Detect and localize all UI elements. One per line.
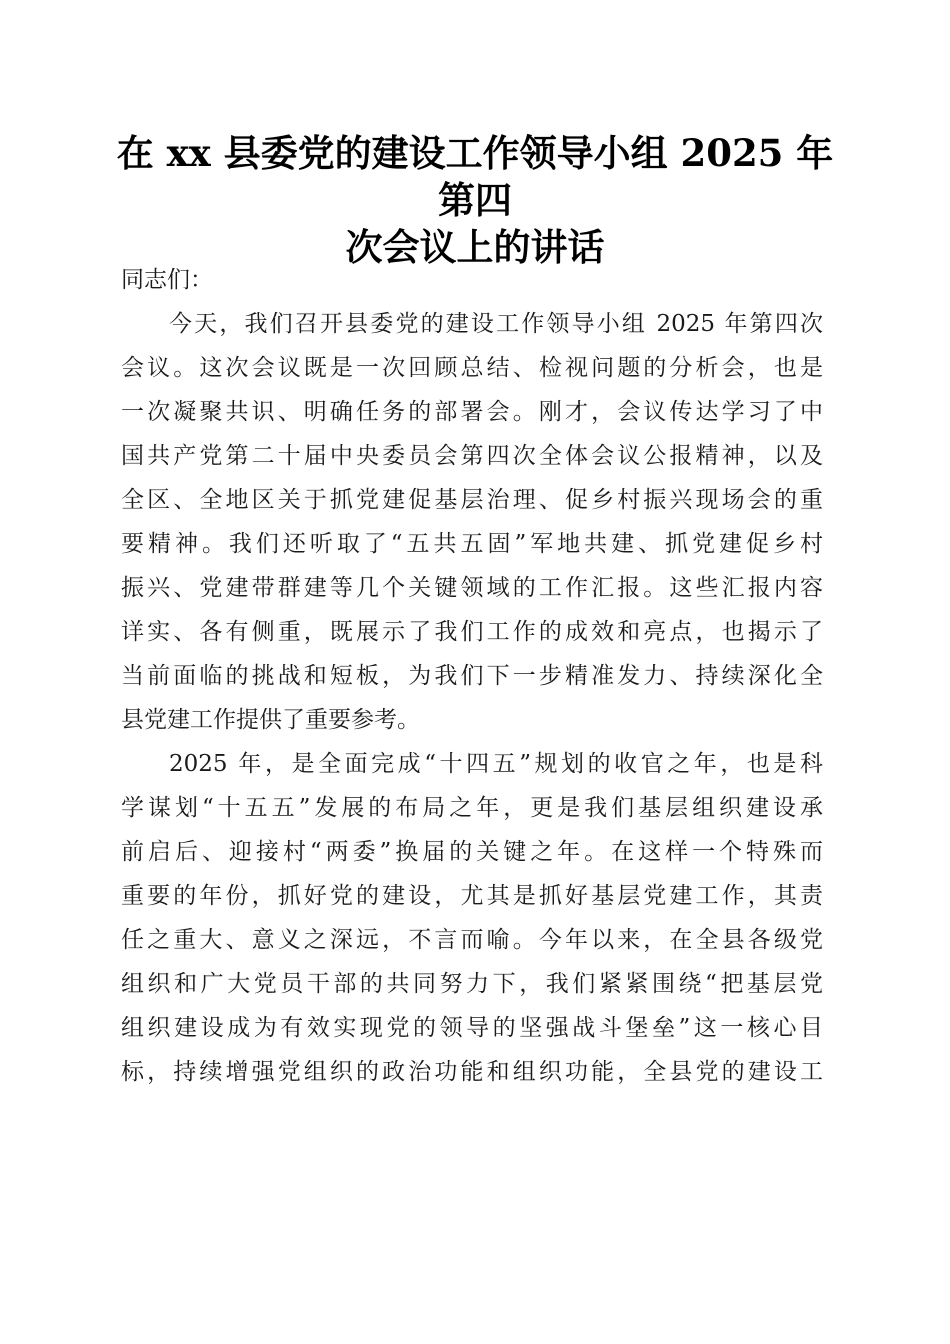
paragraph-line: 学谋划“十五五”发展的布局之年，更是我们基层组织建设承 (121, 795, 823, 821)
paragraph-line: 前启后、迎接村“两委”换届的关键之年。在这样一个特殊而 (121, 839, 823, 865)
paragraph-line: 全区、全地区关于抓党建促基层治理、促乡村振兴现场会的重 (121, 487, 823, 513)
document-body (121, 258, 823, 1094)
paragraph-line: 要精神。我们还听取了“五共五固”军地共建、抓党建促乡村 (121, 531, 823, 557)
paragraph-2 (121, 742, 823, 1094)
paragraph-1 (121, 302, 823, 742)
paragraph-line: 详实、各有侧重，既展示了我们工作的成效和亮点，也揭示了 (121, 619, 823, 645)
paragraph-line: 组织建设成为有效实现党的领导的坚强战斗堡垒”这一核心目 (121, 1015, 823, 1041)
paragraph-line: 任之重大、意义之深远，不言而喻。今年以来，在全县各级党 (121, 927, 823, 953)
title-line-2: 次会议上的讲话 (345, 225, 605, 269)
title-line-1: 在 xx 县委党的建设工作领导小组 2025 年第四 (116, 131, 834, 222)
paragraph-line: 重要的年份，抓好党的建设，尤其是抓好基层党建工作，其责 (121, 883, 823, 909)
paragraph-line: 会议。这次会议既是一次回顾总结、检视问题的分析会，也是 (121, 355, 823, 381)
paragraph-line: 当前面临的挑战和短板，为我们下一步精准发力、持续深化全 (121, 663, 823, 689)
paragraph-line: 今天，我们召开县委党的建设工作领导小组 2025 年第四次 (169, 311, 823, 337)
paragraph-line: 振兴、党建带群建等几个关键领域的工作汇报。这些汇报内容 (121, 575, 823, 601)
paragraph-line: 标，持续增强党组织的政治功能和组织功能，全县党的建设工 (121, 1059, 823, 1085)
paragraph-line: 县党建工作提供了重要参考。 (121, 707, 420, 733)
document-title (110, 130, 840, 271)
paragraph-line: 一次凝聚共识、明确任务的部署会。刚才，会议传达学习了中 (121, 399, 823, 425)
paragraph-line: 组织和广大党员干部的共同努力下，我们紧紧围绕“把基层党 (121, 971, 823, 997)
salutation: 同志们： (121, 267, 213, 293)
paragraph-line: 2025 年，是全面完成“十四五”规划的收官之年，也是科 (169, 751, 823, 777)
paragraph-line: 国共产党第二十届中央委员会第四次全体会议公报精神，以及 (121, 443, 823, 469)
